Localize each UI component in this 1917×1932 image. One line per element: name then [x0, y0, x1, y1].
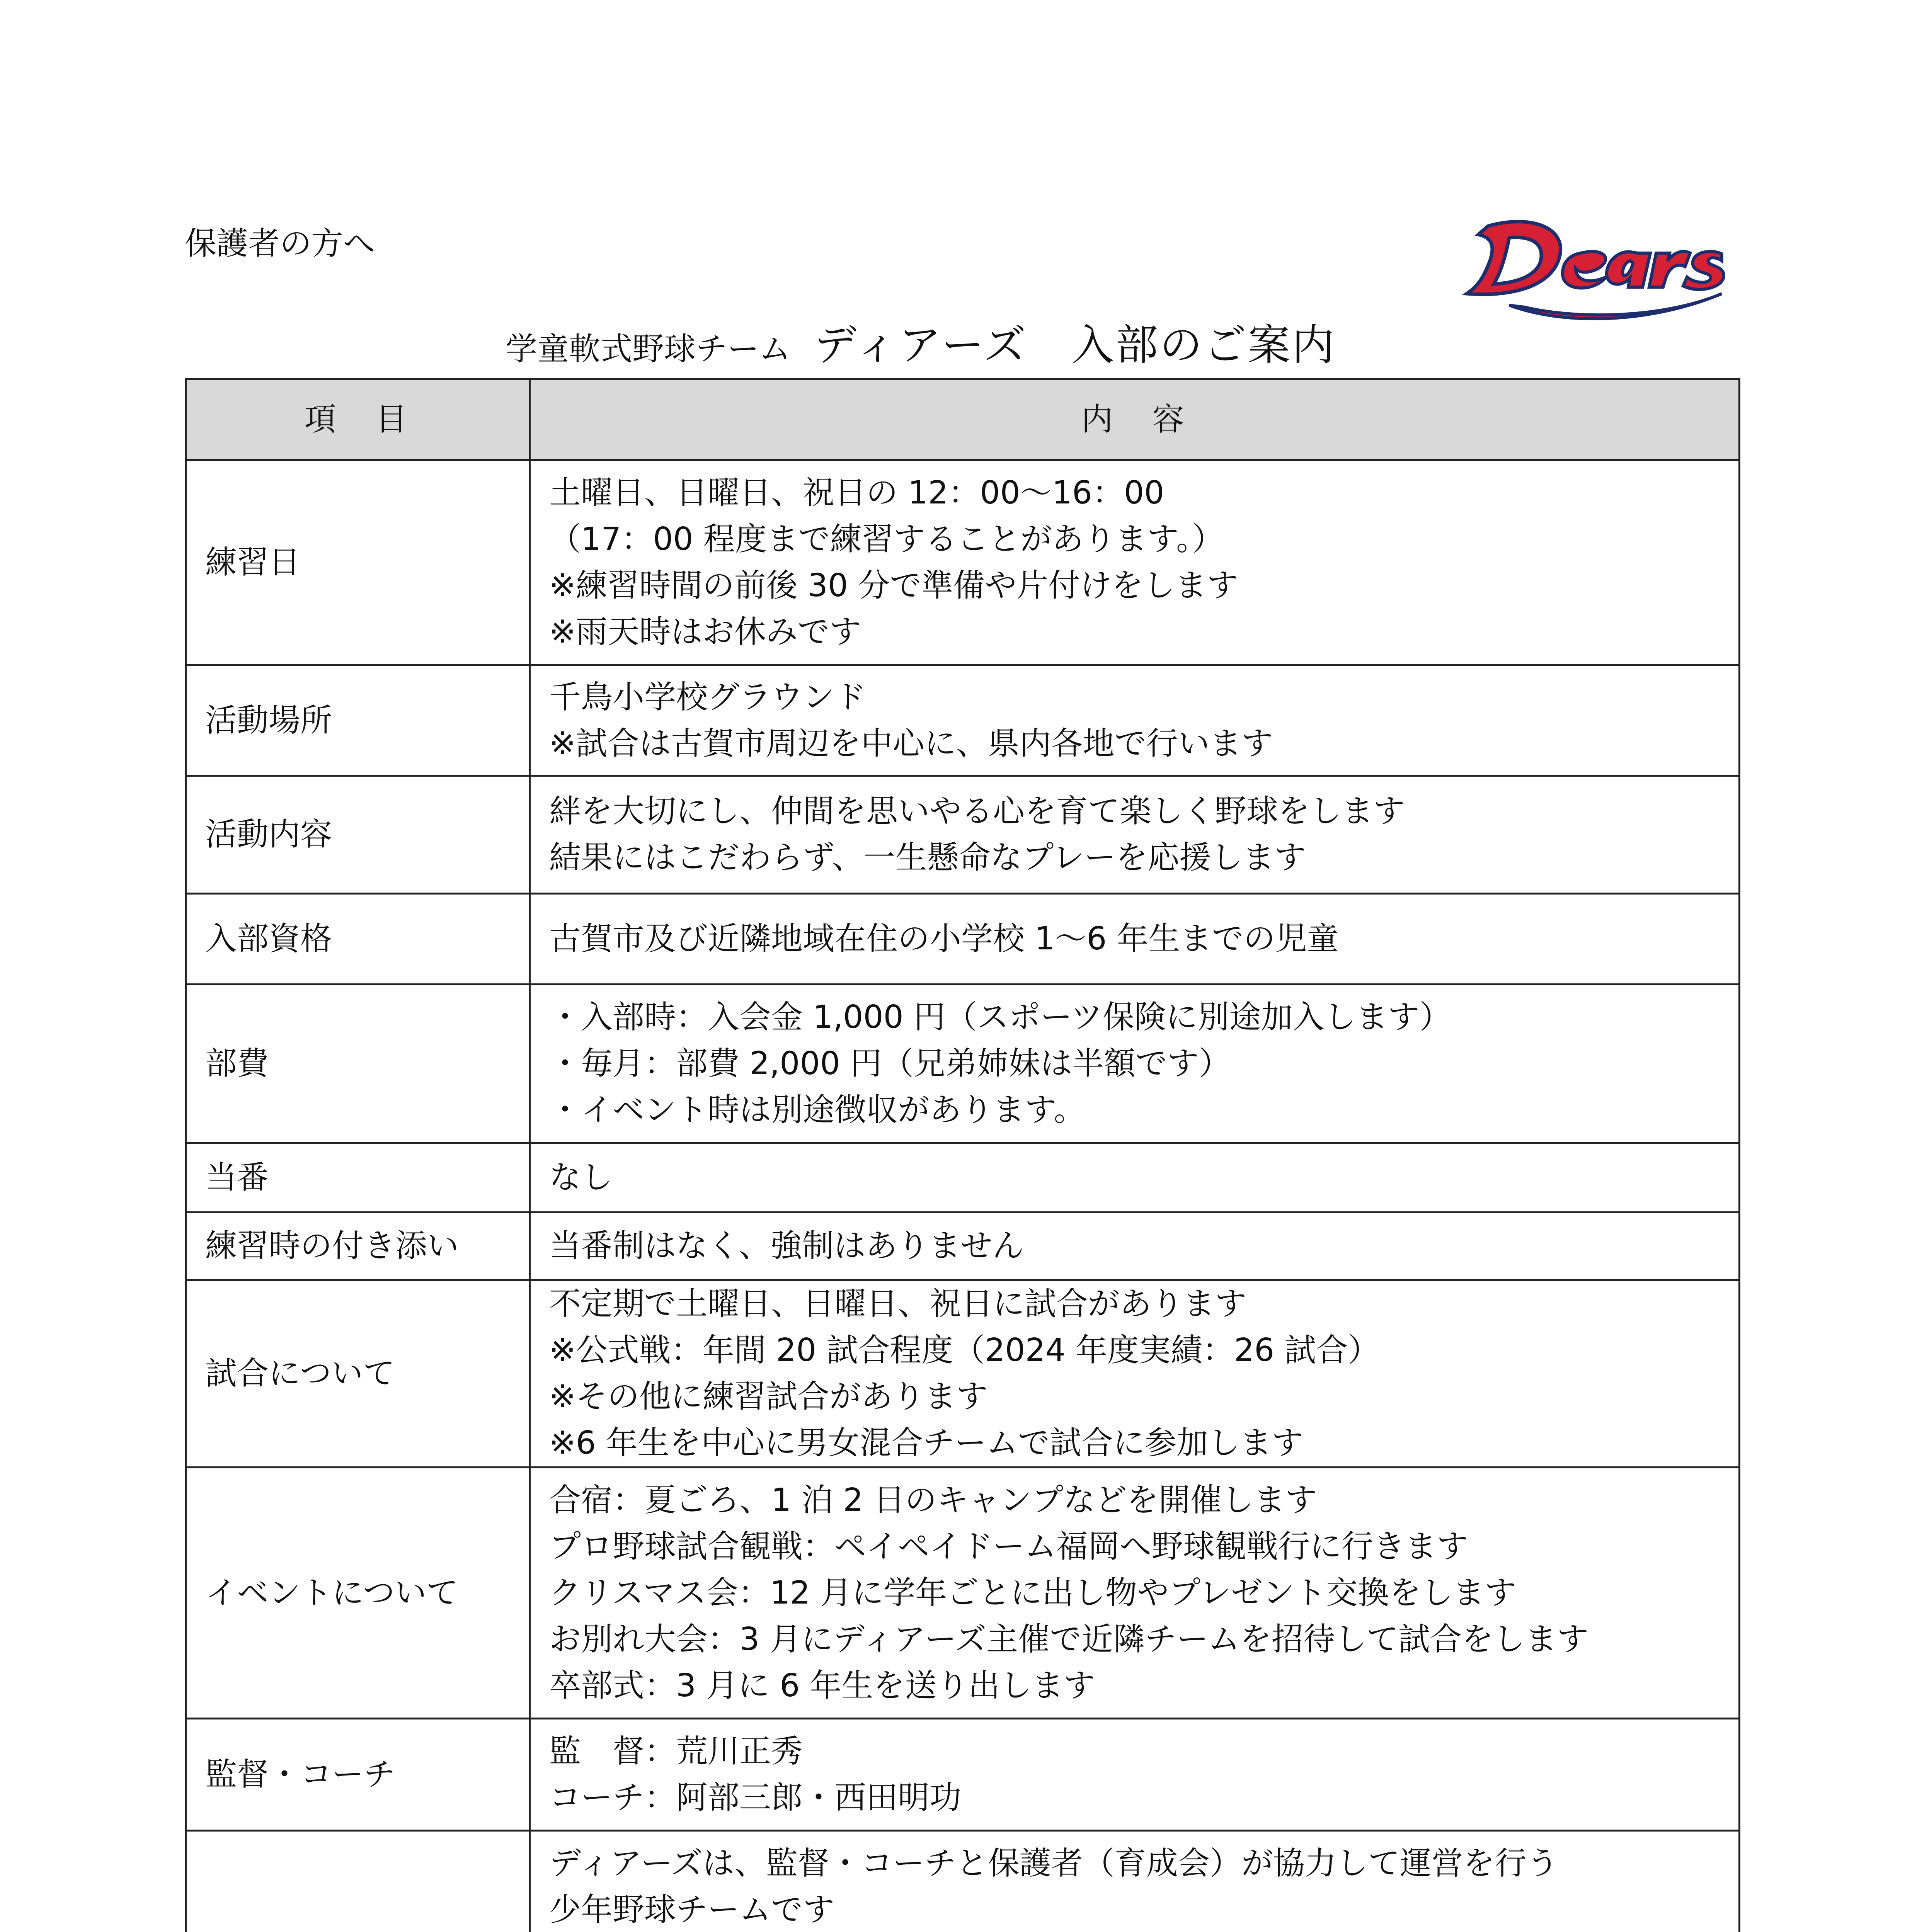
content-line: なし — [549, 1159, 613, 1196]
addressee: 保護者の方へ — [185, 225, 375, 262]
content-line: ※練習時間の前後 30 分で準備や片付けをします — [549, 567, 1239, 604]
table-row — [186, 1831, 1740, 1932]
content-line: 卒部式：3 月に 6 年生を送り出します — [549, 1667, 1095, 1704]
table-row — [186, 985, 1740, 1143]
label-line: 監督・コーチ — [205, 1756, 396, 1793]
row-content — [530, 985, 1740, 1143]
table-header-row — [186, 379, 1740, 460]
table-row — [186, 1280, 1740, 1468]
content-line: ・入部時：入会金 1,000 円（スポーツ保険に別途加入します） — [549, 998, 1451, 1036]
row-label — [186, 1213, 530, 1280]
document-title — [506, 320, 1336, 370]
content-line: ※試合は古賀市周辺を中心に、県内各地で行います — [549, 725, 1273, 762]
header-item: 項 目 — [186, 379, 530, 460]
table-row — [186, 1143, 1740, 1213]
label-line: 入部資格 — [205, 920, 332, 957]
row-content — [530, 894, 1740, 985]
row-label — [186, 665, 530, 776]
row-content — [530, 1831, 1740, 1932]
content-line: お別れ大会：3 月にディアーズ主催で近隣チームを招待して試合をします — [549, 1621, 1589, 1658]
row-label — [186, 1143, 530, 1213]
content-line: ※その他に練習試合があります — [549, 1378, 988, 1415]
header-content: 内 容 — [530, 379, 1740, 460]
row-content — [530, 1213, 1740, 1280]
content-line: ・イベント時は別途徴収があります。 — [549, 1091, 1086, 1128]
row-label — [186, 1719, 530, 1831]
row-label — [186, 894, 530, 985]
content-line: ※雨天時はお休みです — [549, 614, 861, 650]
dears-logo — [1451, 211, 1749, 342]
row-label — [186, 985, 530, 1143]
row-content — [530, 776, 1740, 894]
content-line: 結果にはこだわらず、一生懸命なプレーを応援します — [549, 839, 1306, 876]
row-content — [530, 1719, 1740, 1831]
table-row — [186, 1468, 1740, 1719]
label-line: 試合について — [205, 1355, 395, 1392]
label-line: 活動場所 — [205, 702, 332, 739]
row-label — [186, 1280, 530, 1468]
content-line: ディアーズは、監督・コーチと保護者（育成会）が協力して運営を行う — [549, 1845, 1558, 1882]
content-line: （17：00 程度まで練習することがあります。） — [549, 521, 1224, 558]
content-line: 監 督：荒川正秀 — [549, 1733, 803, 1770]
row-content — [530, 1280, 1740, 1468]
label-line: 当番 — [205, 1159, 269, 1196]
label-line: イベントについて — [205, 1574, 458, 1611]
row-content — [530, 1143, 1740, 1213]
content-line: 合宿：夏ごろ、1 泊 2 日のキャンプなどを開催します — [549, 1481, 1317, 1519]
content-line: ※6 年生を中心に男女混合チームで試合に参加します — [549, 1425, 1303, 1461]
content-line: ・毎月：部費 2,000 円（兄弟姉妹は半額です） — [549, 1045, 1231, 1082]
content-line: 少年野球チームです — [549, 1891, 835, 1928]
content-line: ※公式戦：年間 20 試合程度（2024 年度実績：26 試合） — [549, 1332, 1380, 1369]
logo-letter-a — [1607, 252, 1650, 287]
table-row — [186, 1719, 1740, 1831]
label-line: 練習日 — [205, 544, 301, 581]
label-line: 活動内容 — [205, 816, 332, 853]
table-row — [186, 665, 1740, 776]
row-label — [186, 776, 530, 894]
logo-letter-e — [1563, 252, 1606, 288]
table-row — [186, 460, 1740, 665]
content-line: 当番制はなく、強制はありません — [549, 1228, 1024, 1264]
table-row — [186, 1213, 1740, 1280]
table-row — [186, 776, 1740, 894]
content-line: クリスマス会：12 月に学年ごとに出し物やプレゼント交換をします — [549, 1574, 1516, 1611]
row-content — [530, 460, 1740, 665]
content-line: 古賀市及び近隣地域在住の小学校 1〜6 年生までの児童 — [549, 920, 1339, 957]
content-line: 不定期で土曜日、日曜日、祝日に試合があります — [549, 1286, 1247, 1322]
logo-swoosh — [1509, 294, 1722, 319]
row-label — [186, 1831, 530, 1932]
content-line: コーチ：阿部三郎・西田明功 — [549, 1779, 962, 1816]
row-content — [530, 1468, 1740, 1719]
content-line: 絆を大切にし、仲間を思いやる心を育て楽しく野球をします — [549, 793, 1405, 830]
row-content — [530, 665, 1740, 776]
title-team-type: 学童軟式野球チーム — [506, 331, 791, 367]
table-row — [186, 894, 1740, 985]
row-label — [186, 1468, 530, 1719]
content-line: プロ野球試合観戦：ペイペイドーム福岡へ野球観戦行に行きます — [549, 1528, 1469, 1565]
label-line: 練習時の付き添い — [205, 1228, 459, 1264]
title-main: ディアーズ 入部のご案内 — [814, 320, 1336, 370]
content-line: 土曜日、日曜日、祝日の 12：00〜16：00 — [549, 474, 1165, 511]
info-table — [185, 378, 1740, 1932]
logo-letter-d — [1467, 222, 1561, 294]
row-label — [186, 460, 530, 665]
content-line: 千鳥小学校グラウンド — [549, 679, 867, 716]
label-line: 部費 — [205, 1045, 269, 1082]
